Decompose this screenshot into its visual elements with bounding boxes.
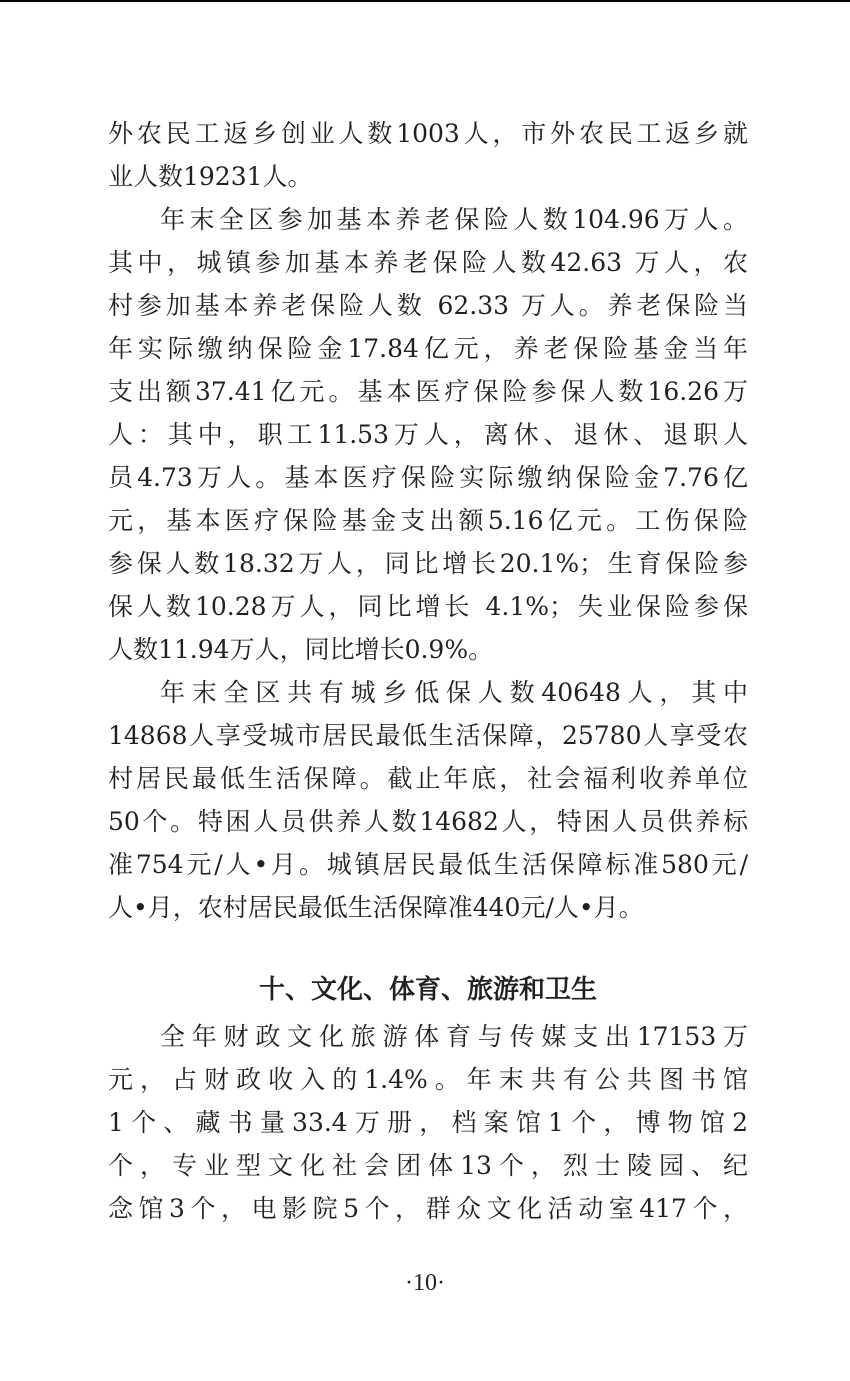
text-line: 员4.73万人。基本医疗保险实际缴纳保险金7.76亿: [108, 463, 748, 492]
text-line: 人：其中，职工11.53万人，离休、退休、退职人: [108, 420, 748, 449]
paragraph-minimum-living: [108, 671, 748, 929]
text-line: 1个、藏书量33.4万册，档案馆1个，博物馆2: [108, 1108, 748, 1137]
text-line: 年实际缴纳保险金17.84亿元，养老保险基金当年: [108, 334, 748, 363]
text-line: 业人数19231人。: [108, 162, 313, 191]
text-line: 50个。特困人员供养人数14682人，特困人员供养标: [108, 807, 748, 836]
text-line: 全年财政文化旅游体育与传媒支出17153万: [160, 1022, 748, 1051]
text-line: 14868人享受城市居民最低生活保障，25780人享受农: [108, 721, 748, 750]
text-line: 准754元/人•月。城镇居民最低生活保障标准580元/: [108, 850, 748, 879]
text-line: 外农民工返乡创业人数1003人，市外农民工返乡就: [108, 119, 748, 148]
section-heading: 十、文化、体育、旅游和卫生: [258, 975, 597, 1005]
text-line: 年末全区参加基本养老保险人数104.96万人。: [160, 205, 748, 234]
text-line: 年末全区共有城乡低保人数40648人，其中: [160, 678, 748, 707]
top-rule: [0, 0, 850, 2]
text-line: 其中，城镇参加基本养老保险人数42.63 万人，农: [108, 248, 748, 277]
text-line: 个，专业型文化社会团体13个，烈士陵园、纪: [108, 1151, 748, 1180]
text-line: 人•月，农村居民最低生活保障准440元/人•月。: [108, 893, 644, 922]
text-line: 村居民最低生活保障。截止年底，社会福利收养单位: [108, 764, 748, 793]
paragraph-migrant-workers: [108, 112, 748, 198]
text-line: 人数11.94万人，同比增长0.9%。: [108, 635, 494, 664]
text-line: 支出额37.41亿元。基本医疗保险参保人数16.26万: [108, 377, 748, 406]
paragraph-social-insurance: [108, 198, 748, 671]
text-line: 保人数10.28万人，同比增长 4.1%；失业保险参保: [108, 592, 748, 621]
document-page: [108, 112, 748, 1230]
text-line: 村参加基本养老保险人数 62.33 万人。养老保险当: [108, 291, 748, 320]
text-line: 元，占财政收入的1.4%。年末共有公共图书馆: [108, 1065, 748, 1094]
text-line: 元，基本医疗保险基金支出额5.16亿元。工伤保险: [108, 506, 748, 535]
text-line: 参保人数18.32万人，同比增长20.1%；生育保险参: [108, 549, 748, 578]
text-line: 念馆3个，电影院5个，群众文化活动室417个，: [108, 1194, 748, 1223]
paragraph-culture: [108, 1015, 748, 1230]
page-number: ·10·: [405, 1270, 445, 1296]
